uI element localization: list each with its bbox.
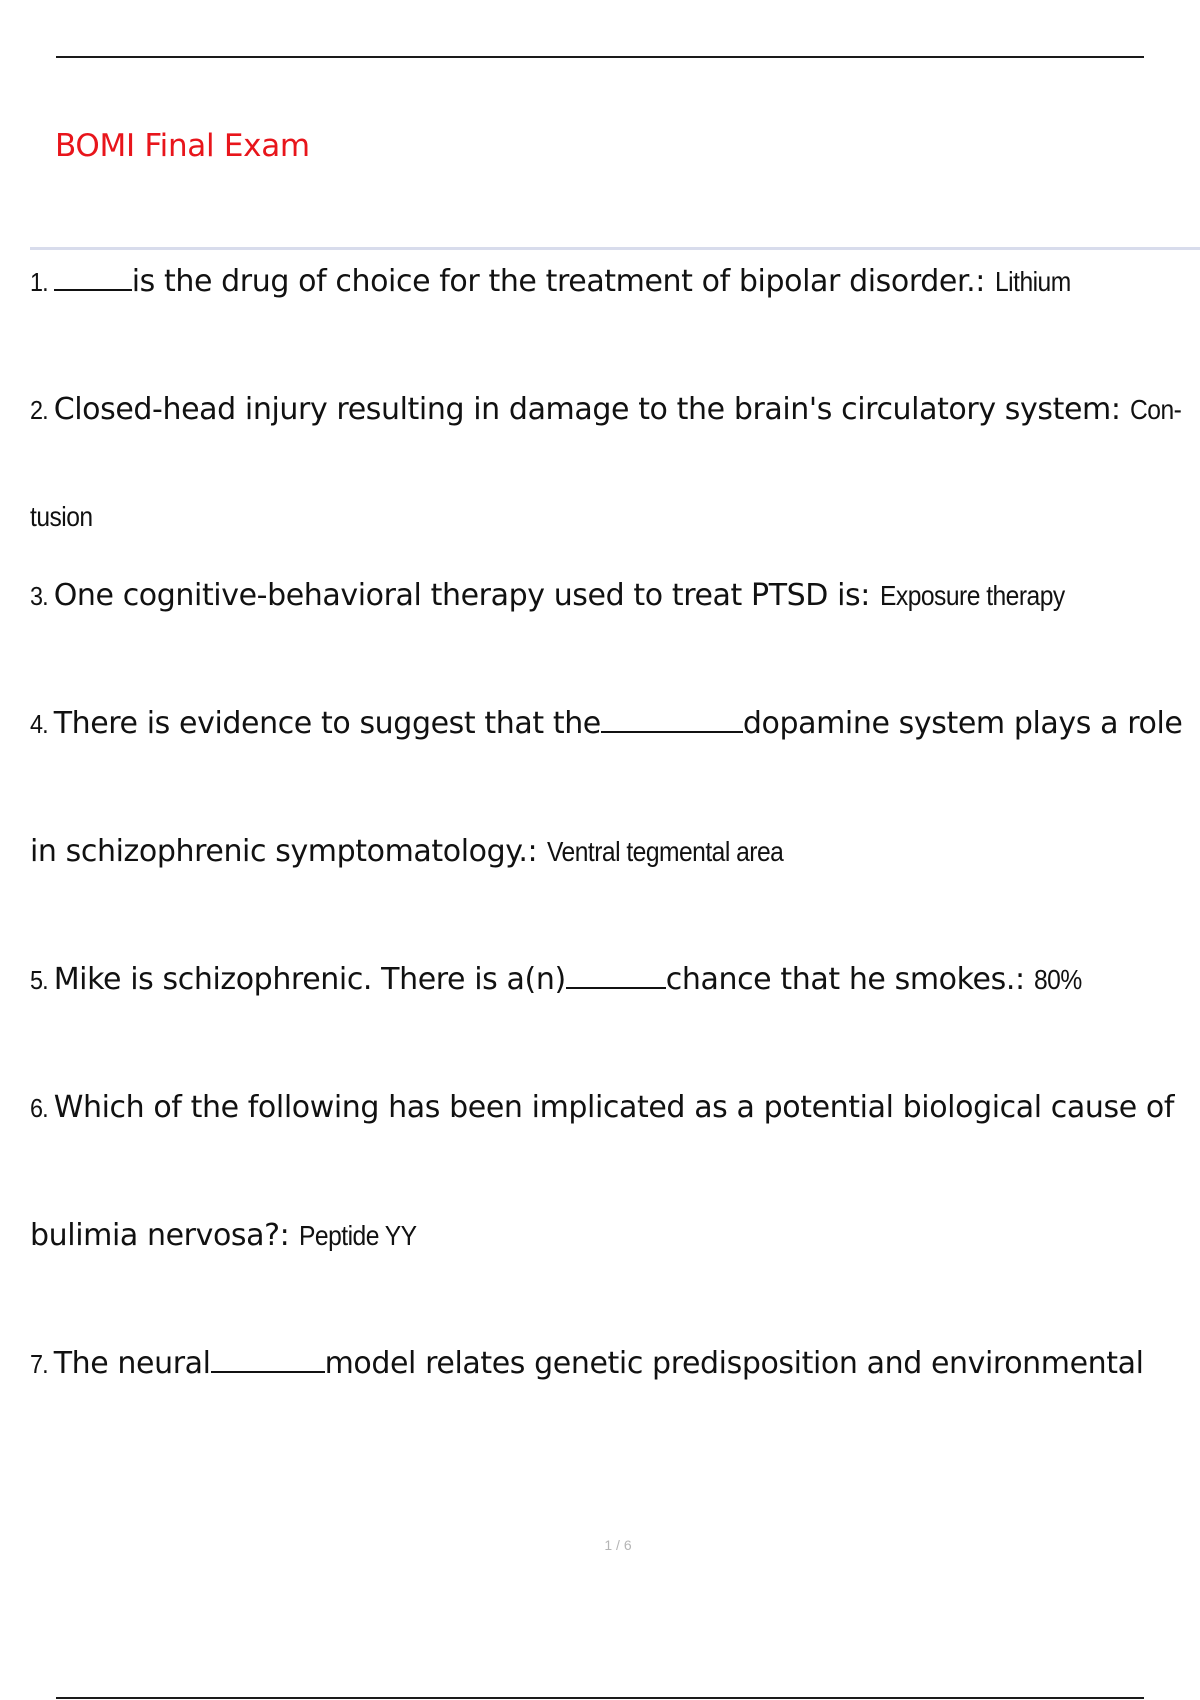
- question-number: 4.: [30, 709, 48, 739]
- answer-blank: [601, 705, 743, 733]
- question-4-continued: [30, 832, 815, 872]
- question-5: [30, 960, 1088, 1000]
- question-number: 5.: [30, 965, 48, 995]
- answer-blank: [211, 1345, 325, 1373]
- answer-text: Peptide YY: [298, 1220, 417, 1251]
- top-rule: [56, 56, 1144, 58]
- question-text: bulimia nervosa?:: [30, 1218, 290, 1253]
- question-3: [30, 576, 1089, 616]
- question-text: One cognitive-behavioral therapy used to treat PTSD is:: [53, 578, 870, 613]
- question-number: 1.: [30, 267, 48, 297]
- page-indicator: 1 / 6: [604, 1537, 632, 1553]
- question-1: [30, 262, 1081, 302]
- answer-blank: [54, 263, 132, 291]
- question-7: [30, 1344, 1144, 1384]
- answer-text: Con-: [1130, 394, 1182, 425]
- question-number: 7.: [30, 1349, 48, 1379]
- question-number: 6.: [30, 1093, 48, 1123]
- question-text: Which of the following has been implicated as a potential biological cause of: [53, 1090, 1175, 1125]
- bottom-rule: [56, 1697, 1144, 1699]
- question-text: model relates genetic predisposition and environmental: [324, 1346, 1144, 1381]
- question-text: Mike is schizophrenic. There is a(n): [53, 962, 566, 997]
- question-2: [30, 390, 1188, 430]
- answer-text: tusion: [30, 501, 93, 532]
- question-6: [30, 1088, 1174, 1128]
- title-divider: [30, 247, 1200, 250]
- question-text: is the drug of choice for the treatment of bipolar disorder.:: [131, 264, 985, 299]
- answer-text: Exposure therapy: [879, 580, 1065, 611]
- answer-blank: [566, 961, 666, 989]
- question-text: in schizophrenic symptomatology.:: [30, 834, 538, 869]
- question-text: Closed-head injury resulting in damage to the brain's circulatory system:: [53, 392, 1121, 427]
- question-text: There is evidence to suggest that the: [53, 706, 601, 741]
- question-number: 3.: [30, 581, 48, 611]
- question-text: The neural: [53, 1346, 211, 1381]
- question-2-continued: [30, 497, 101, 537]
- page-title: BOMI Final Exam: [55, 128, 310, 164]
- question-4: [30, 704, 1182, 744]
- question-number: 2.: [30, 395, 48, 425]
- answer-text: Ventral tegmental area: [546, 836, 784, 867]
- answer-text: Lithium: [994, 266, 1071, 297]
- question-6-continued: [30, 1216, 433, 1256]
- question-text: dopamine system plays a role: [742, 706, 1183, 741]
- question-text: chance that he smokes.:: [665, 962, 1025, 997]
- answer-text: 80%: [1034, 964, 1082, 995]
